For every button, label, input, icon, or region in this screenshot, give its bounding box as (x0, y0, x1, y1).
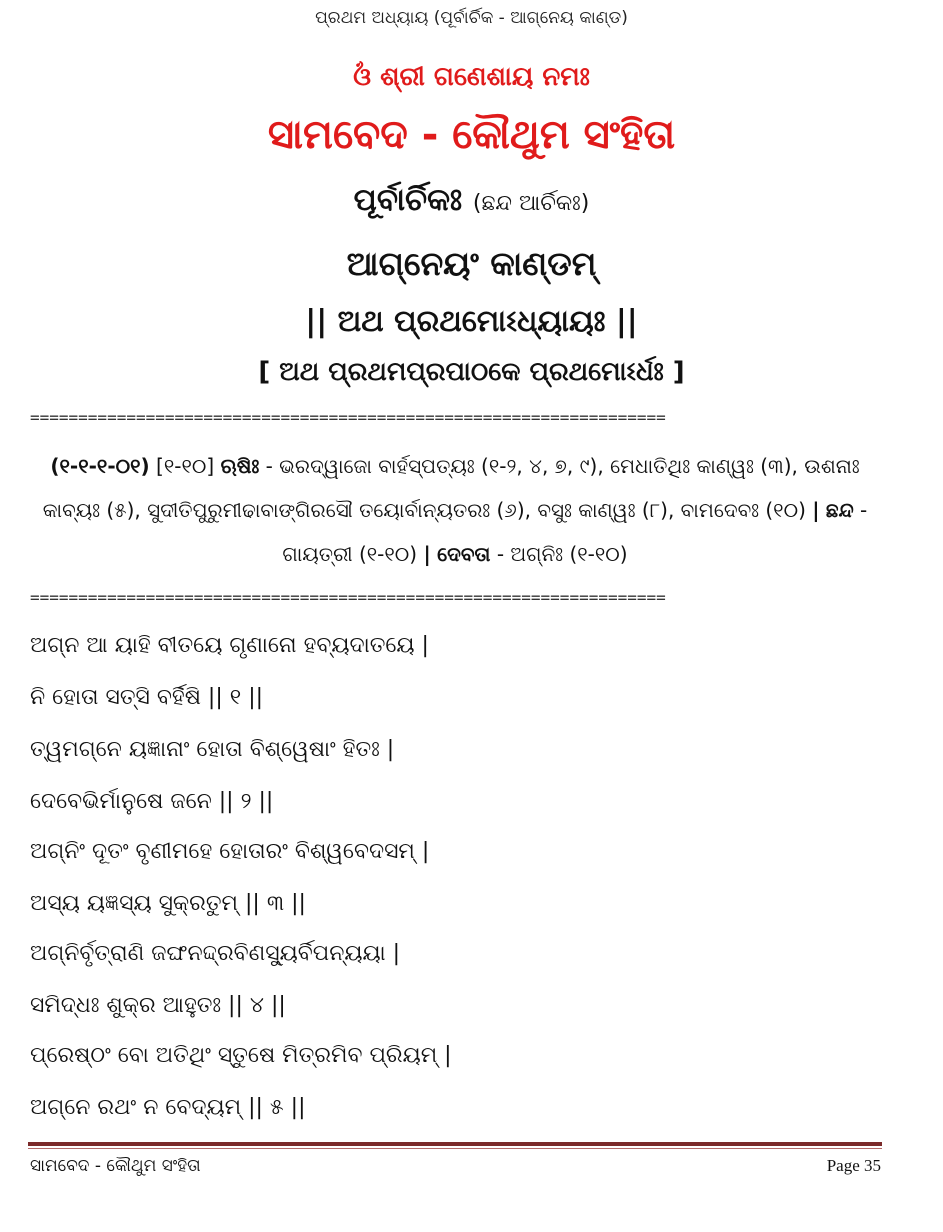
sub-title (0, 182, 943, 219)
verse-line: ଅଗ୍ନେ ରଥଂ ନ ବେଦ୍ୟମ୍ || ୫ || (30, 1095, 306, 1120)
separator-bottom: ================================================================== (30, 588, 666, 607)
running-head: ପ୍ରଥମ ଅଧ୍ୟାୟ (ପୂର୍ବାର୍ଚିକ - ଆଗ୍ନେୟ କାଣ୍ଡ) (315, 8, 628, 28)
verse-5 (30, 1030, 880, 1134)
meta-sep2: | (423, 542, 431, 566)
verse-3 (30, 826, 880, 930)
verse-line: ଦେବେଭିର୍ମାନୁଷେ ଜନେ || ୨ || (30, 789, 274, 814)
kanda-title: ଆଗ୍ନେୟଂ କାଣ୍ଡମ୍ (346, 244, 597, 283)
verse-4 (30, 928, 880, 1032)
verse-line: ଅଗ୍ନିଂ ଦୂତଂ ବୃଣୀମହେ ହୋତାରଂ ବିଶ୍ୱବେଦସମ୍ | (30, 839, 430, 864)
verse-1 (30, 620, 880, 724)
verse-line: ତ୍ୱମଗ୍ନେ ୟଜ୍ଞାନାଂ ହୋତା ବିଶ୍ୱେଷାଂ ହିତଃ | (30, 737, 395, 762)
main-title: ସାମବେଦ - କୌଥୁମ ସଂହିତା (267, 112, 676, 158)
meta-chhanda-label: ଛନ୍ଦ (825, 498, 854, 522)
footer-title: ସାମବେଦ - କୌଥୁମ ସଂହିତା (30, 1156, 201, 1176)
verse-2 (30, 724, 880, 828)
verse-metadata (30, 444, 880, 576)
meta-devata-label: ଦେବତା (437, 542, 491, 566)
invocation: ଓଁ ଶ୍ରୀ ଗଣେଶାୟ ନମଃ (353, 62, 590, 92)
meta-range: [୧-୧୦] (156, 454, 215, 478)
footer-rule-thin (28, 1148, 882, 1149)
sub-title-main: ପୂର୍ବାର୍ଚିକଃ (353, 182, 463, 218)
verse-line: ଅଗ୍ନିର୍ବୃତ୍ରାଣି ଜଙ୍ଘନଦ୍ଦ୍ରବିଣସ୍ୟୁର୍ବିପନ୍ୟୟା | (30, 941, 401, 966)
meta-id: (୧-୧-୧-୦୧) (50, 454, 150, 478)
footer-rule-thick (28, 1142, 882, 1146)
page-number: Page 35 (826, 1156, 881, 1175)
adhyaya-heading: || ଅଥ ପ୍ରଥମୋଽଧ୍ୟାୟଃ || (305, 304, 638, 339)
verse-line: ପ୍ରେଷ୍ଠଂ ବୋ ଅତିଥିଂ ସ୍ତୁଷେ ମିତ୍ରମିବ ପ୍ରିୟମ୍ | (30, 1043, 452, 1068)
meta-rishi-label: ଋଷିଃ (220, 454, 260, 478)
sub-title-paren: (ଛନ୍ଦ ଆର୍ଚିକଃ) (472, 191, 590, 216)
prapathaka-heading: [ ଅଥ ପ୍ରଥମପ୍ରପାଠକେ ପ୍ରଥମୋଽର୍ଧଃ ] (258, 357, 685, 387)
meta-sep1: | (812, 498, 820, 522)
verse-line: ନି ହୋତା ସତ୍ସି ବର୍ହିଷି || ୧ || (30, 685, 264, 710)
meta-devata-text: - ଅଗ୍ନିଃ (୧-୧୦) (496, 542, 628, 566)
verse-line: ସମିଦ୍ଧଃ ଶୁକ୍ର ଆହୁତଃ || ୪ || (30, 993, 286, 1018)
verse-line: ଅସ୍ୟ ୟଜ୍ଞସ୍ୟ ସୁକ୍ରତୁମ୍ || ୩ || (30, 891, 306, 916)
meta-rishi-text: - ଭରଦ୍ୱାଜୋ ବାର୍ହସ୍ପତ୍ୟଃ (୧-୨, ୪, ୭, ୯), ମେଧାତିଥିଃ କାଣ୍ୱଃ (୩), ଉଶନାଃ କାବ୍ୟଃ (୫), ସୁଦୀତିପୁରୁମୀଢାବାଙ୍ଗିରସୌ ତୟୋର୍ବାନ୍ୟତରଃ (୬), ବସୁଃ କାଣ୍ୱଃ (୮), ବାମଦେବଃ (୧୦) (42, 454, 860, 522)
separator-top: ================================================================== (30, 408, 666, 427)
meta-chhanda-text: - ଗାୟତ୍ରୀ (୧-୧୦) (282, 498, 868, 566)
verse-line: ଅଗ୍ନ ଆ ୟାହି ବୀତୟେ ଗୃଣାନୋ ହବ୍ୟଦାତୟେ | (30, 633, 429, 658)
